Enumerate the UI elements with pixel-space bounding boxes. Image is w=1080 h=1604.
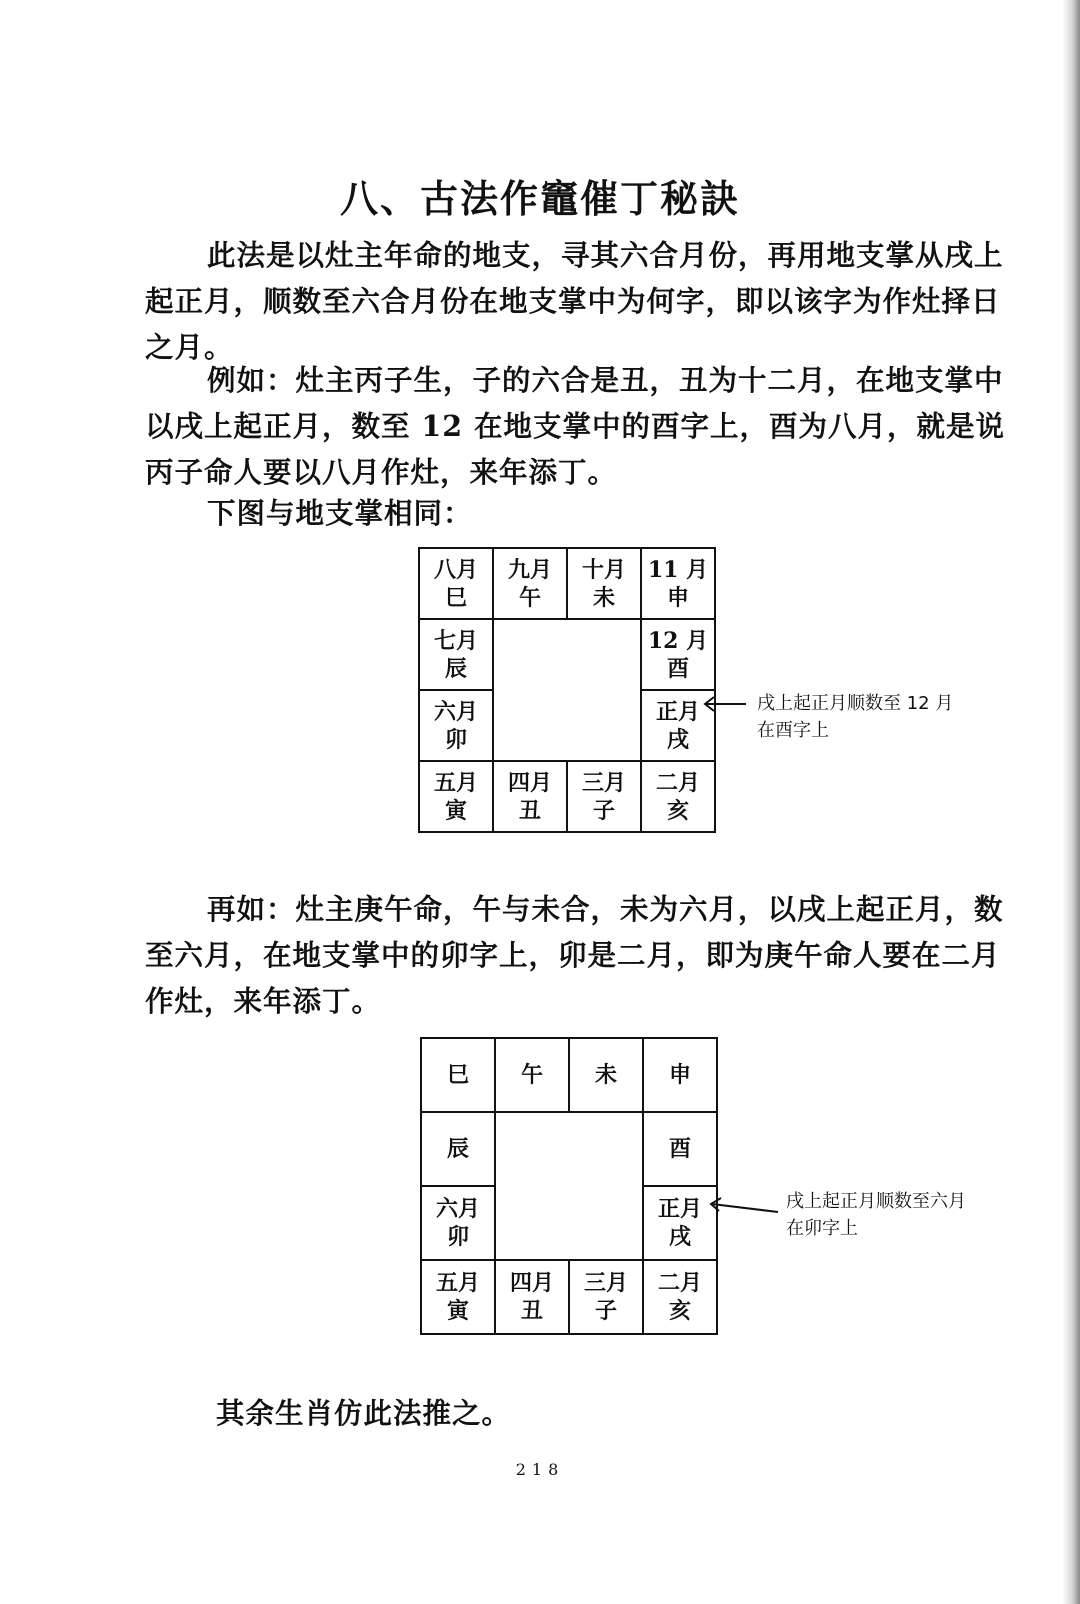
cell-wu: 午 — [495, 1038, 569, 1112]
page-number: 218 — [515, 1460, 565, 1479]
diagram-1-annotation: 戌上起正月顺数至 12 月 在酉字上 — [757, 693, 954, 741]
cell-chen: 七月 辰 — [419, 619, 493, 690]
cell-xu: 正月 戌 — [641, 690, 715, 761]
diagram-center-box — [495, 1112, 643, 1260]
arrow-left-icon — [706, 1196, 786, 1220]
cell-mao: 六月 卯 — [421, 1186, 495, 1260]
arrow-left-icon — [700, 694, 760, 714]
cell-chou: 四月 丑 — [495, 1260, 569, 1334]
cell-yin: 五月 寅 — [421, 1260, 495, 1334]
page-title: 八、古法作竈催丁秘訣 — [339, 176, 740, 221]
paragraph-example-2: 再如：灶主庚午命，午与未合，未为六月，以戌上起正月，数至六月，在地支掌中的卯字上，卯是二月，即为庚午命人要在二月作灶，来年添丁。 — [145, 892, 1004, 1018]
earthly-branch-palm-diagram-1 — [418, 547, 716, 833]
cell-wei: 十月 未 — [567, 548, 641, 619]
cell-you: 酉 — [643, 1112, 717, 1186]
cell-hai: 二月 亥 — [641, 761, 715, 832]
paragraph-diagram-intro: 下图与地支掌相同： — [207, 496, 473, 530]
cell-wei: 未 — [569, 1038, 643, 1112]
cell-si: 巳 — [421, 1038, 495, 1112]
diagram-2-annotation: 戌上起正月顺数至六月 在卯字上 — [786, 1191, 966, 1239]
cell-you: 12 月 酉 — [641, 619, 715, 690]
earthly-branch-palm-diagram-2 — [420, 1037, 718, 1335]
cell-si: 八月 巳 — [419, 548, 493, 619]
cell-zi: 三月 子 — [569, 1260, 643, 1334]
cell-chou: 四月 丑 — [493, 761, 567, 832]
cell-shen: 申 — [643, 1038, 717, 1112]
cell-hai: 二月 亥 — [643, 1260, 717, 1334]
diagram-center-empty — [493, 619, 641, 761]
paragraph-conclusion: 其余生肖仿此法推之。 — [216, 1396, 512, 1430]
paragraph-example-1: 例如：灶主丙子生，子的六合是丑，丑为十二月，在地支掌中以戌上起正月，数至 12 在地支掌中的酉字上，酉为八月，就是说丙子命人要以八月作灶，来年添丁。 — [145, 363, 1006, 489]
cell-xu: 正月 戌 — [643, 1186, 717, 1260]
page-edge-shadow — [1062, 0, 1080, 1604]
paragraph-method: 此法是以灶主年命的地支，寻其六合月份，再用地支掌从戌上起正月，顺数至六合月份在地支掌中为何字，即以该字为作灶择日之月。 — [145, 238, 1004, 364]
cell-yin: 五月 寅 — [419, 761, 493, 832]
cell-wu: 九月 午 — [493, 548, 567, 619]
cell-zi: 三月 子 — [567, 761, 641, 832]
cell-chen: 辰 — [421, 1112, 495, 1186]
cell-mao: 六月 卯 — [419, 690, 493, 761]
cell-shen: 11 月 申 — [641, 548, 715, 619]
